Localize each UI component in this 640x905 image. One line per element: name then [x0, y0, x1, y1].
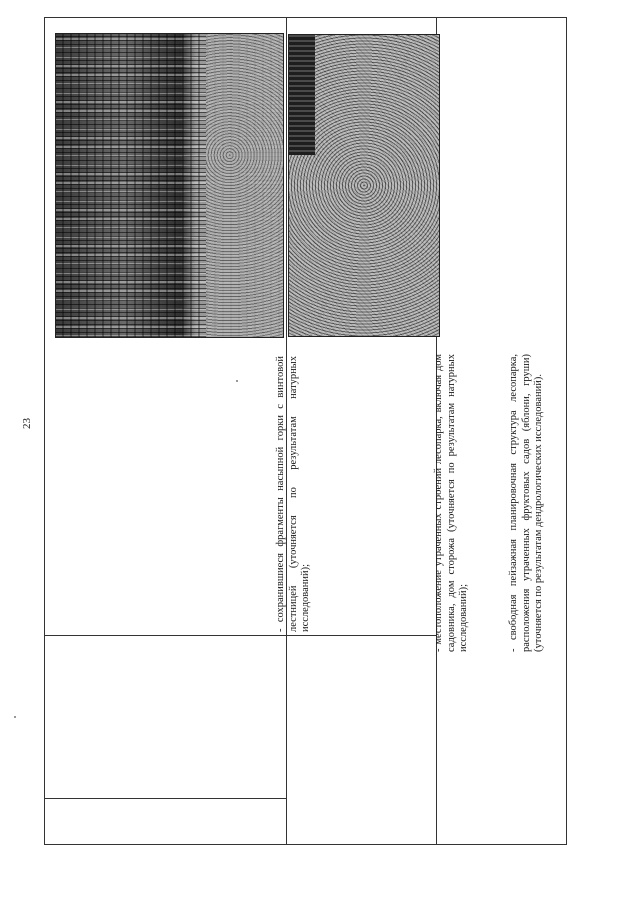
page-number: 23 [21, 418, 33, 429]
table-item-1: - сохранившиеся фрагменты насыпной горки с винтовой лестницей (уточняется по результатам натурных исследований); [275, 356, 312, 632]
row-divider [45, 635, 436, 636]
scan-speck [236, 380, 238, 382]
forest-photo [55, 33, 284, 338]
table-item-3: - свободная пейзажная планировочная структура лесопарка, расположения утраченных фруктовых садов (яблони, груши) (уточняется по результатам дендрологических исследований). [508, 354, 545, 652]
table-item-2: - местоположение утраченных строений лесопарка, включая дом садовника, дом сторожа (уточняется по результатам натурных исследований); [433, 354, 470, 652]
treeline [289, 35, 315, 155]
scan-speck [14, 716, 16, 718]
meadow-photo [288, 34, 440, 337]
forest-floor [206, 34, 284, 337]
row-divider [45, 798, 286, 799]
